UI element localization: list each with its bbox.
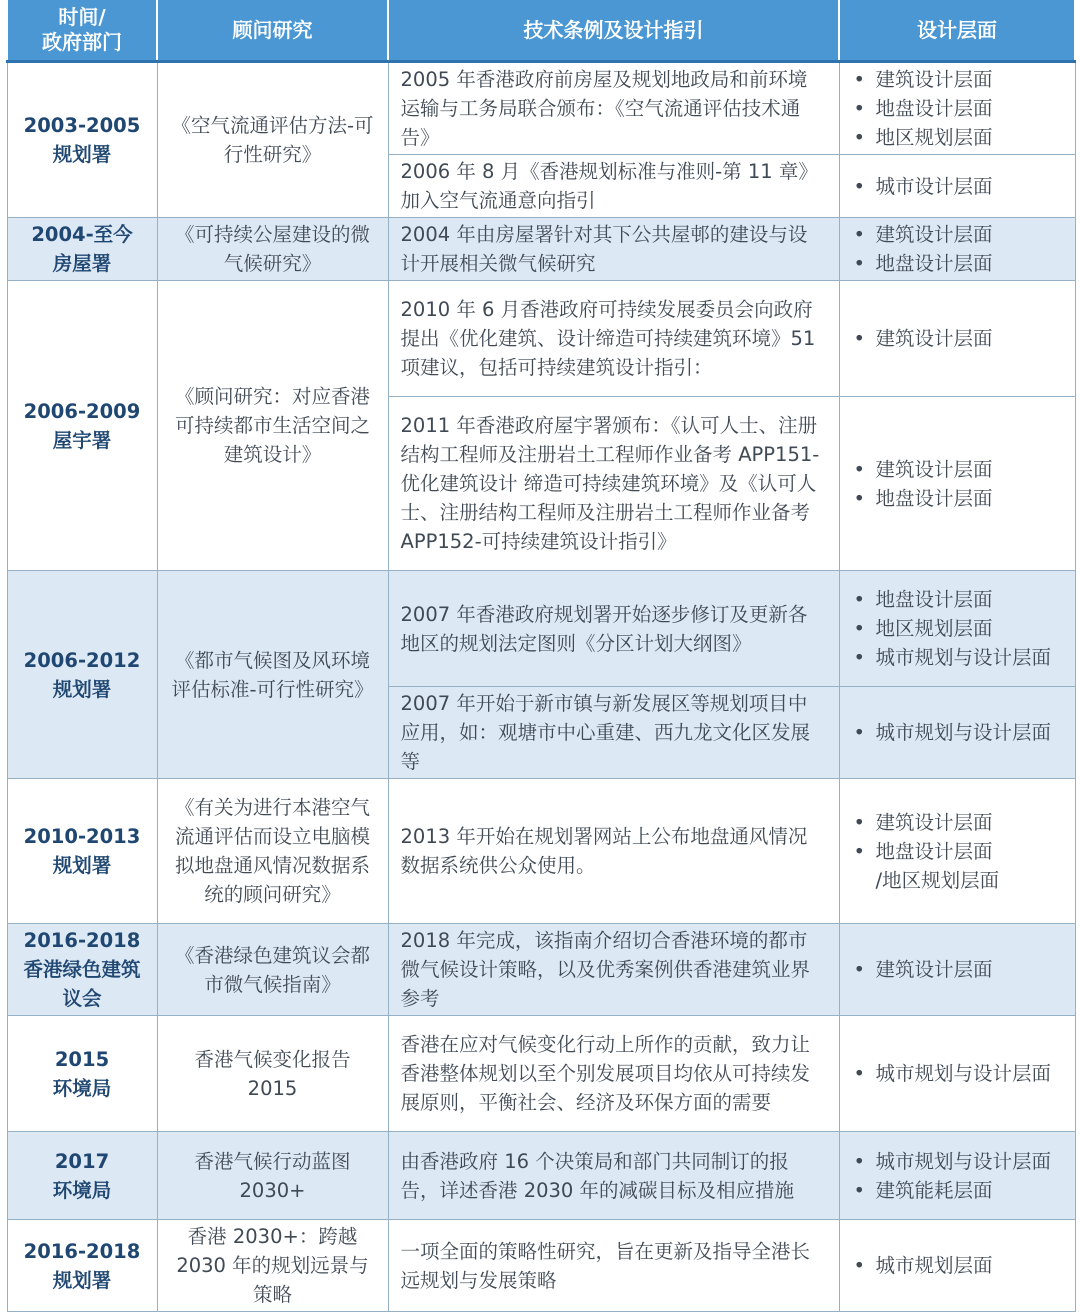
header-regulation: 技术条例及设计指引 bbox=[388, 0, 839, 62]
levels-cell bbox=[839, 779, 1075, 924]
level-item: • 建筑设计层面 bbox=[852, 324, 1063, 353]
level-item: • 地盘设计层面 bbox=[852, 94, 1063, 123]
level-item: • 城市设计层面 bbox=[852, 172, 1063, 201]
policy-table bbox=[6, 0, 1076, 1312]
regulation-cell: 2018 年完成，该指南介绍切合香港环境的都市微气候设计策略，以及优秀案例供香港建筑业界参考 bbox=[388, 924, 839, 1016]
table-row bbox=[7, 218, 1075, 281]
study-cell: 《都市气候图及风环境评估标准-可行性研究》 bbox=[157, 571, 388, 779]
level-item: • 建筑设计层面 bbox=[852, 808, 1063, 837]
period: 2015 bbox=[54, 1047, 110, 1071]
regulation-cell: 2010 年 6 月香港政府可持续发展委员会向政府提出《优化建筑、设计缔造可持续建筑环境》51 项建议，包括可持续建筑设计指引： bbox=[388, 281, 839, 397]
department: 环境局 bbox=[52, 1076, 112, 1100]
study-cell: 《可持续公屋建设的微气候研究》 bbox=[157, 218, 388, 281]
period-department-cell bbox=[7, 571, 157, 779]
regulation-cell: 2011 年香港政府屋宇署颁布：《认可人士、注册结构工程师及注册岩土工程师作业备考 APP151-优化建筑设计 缔造可持续建筑环境》及《认可人士、注册结构工程师及注册岩土工程师作业备考 APP152-可持续建筑设计指引》 bbox=[388, 397, 839, 571]
header-period-department bbox=[7, 0, 157, 62]
department: 房屋署 bbox=[52, 252, 112, 275]
regulation-cell: 2006 年 8 月《香港规划标准与准则-第 11 章》加入空气流通意向指引 bbox=[388, 155, 839, 218]
regulation-cell: 2013 年开始在规划署网站上公布地盘通风情况数据系统供公众使用。 bbox=[388, 779, 839, 924]
level-item: • 城市规划与设计层面 bbox=[852, 1059, 1063, 1088]
study-cell: 《香港绿色建筑议会都市微气候指南》 bbox=[157, 924, 388, 1016]
table-row bbox=[7, 779, 1075, 924]
period: 2003-2005 bbox=[23, 114, 141, 137]
period-department-cell bbox=[7, 924, 157, 1016]
levels-cell bbox=[839, 571, 1075, 687]
regulation-cell: 2007 年开始于新市镇与新发展区等规划项目中应用，如：观塘市中心重建、西九龙文化区发展等 bbox=[388, 687, 839, 779]
level-item: • 地盘设计层面 bbox=[852, 249, 1063, 278]
department: 规划署 bbox=[52, 854, 112, 877]
department: 规划署 bbox=[52, 677, 112, 701]
level-item: • 地盘设计层面 bbox=[852, 484, 1063, 513]
study-cell: 《有关为进行本港空气流通评估而设立电脑模拟地盘通风情况数据系统的顾问研究》 bbox=[157, 779, 388, 924]
header-study: 顾问研究 bbox=[157, 0, 388, 62]
table-row bbox=[7, 1132, 1075, 1220]
levels-cell bbox=[839, 924, 1075, 1016]
study-cell: 《顾问研究：对应香港可持续都市生活空间之建筑设计》 bbox=[157, 281, 388, 571]
table-row bbox=[7, 1220, 1075, 1312]
level-item: /地区规划层面 bbox=[875, 868, 1000, 892]
study-cell: 香港气候行动蓝图 2030+ bbox=[157, 1132, 388, 1220]
level-item: • 地区规划层面 bbox=[852, 614, 1063, 643]
level-item: • 地区规划层面 bbox=[852, 123, 1063, 152]
period: 2017 bbox=[54, 1149, 110, 1173]
study-cell: 香港气候变化报告 2015 bbox=[157, 1016, 388, 1132]
study-cell: 《空气流通评估方法-可行性研究》 bbox=[157, 62, 388, 218]
levels-cell bbox=[839, 1220, 1075, 1312]
department: 规划署 bbox=[52, 143, 112, 166]
table-row bbox=[7, 281, 1075, 397]
levels-cell bbox=[839, 281, 1075, 397]
period: 2010-2013 bbox=[23, 825, 141, 848]
study-cell: 香港 2030+：跨越 2030 年的规划远景与策略 bbox=[157, 1220, 388, 1312]
department: 规划署 bbox=[52, 1268, 112, 1292]
regulation-cell: 2007 年香港政府规划署开始逐步修订及更新各地区的规划法定图则《分区计划大纲图》 bbox=[388, 571, 839, 687]
period: 2006-2012 bbox=[23, 648, 141, 672]
table-row bbox=[7, 62, 1075, 155]
period-department-cell bbox=[7, 62, 157, 218]
levels-cell bbox=[839, 1132, 1075, 1220]
period-department-cell bbox=[7, 1132, 157, 1220]
table-row bbox=[7, 1016, 1075, 1132]
level-item: • 建筑设计层面 bbox=[852, 955, 1063, 984]
period: 2004-至今 bbox=[31, 223, 133, 246]
period-department-cell bbox=[7, 1220, 157, 1312]
header-row bbox=[7, 0, 1075, 62]
level-item: • 建筑设计层面 bbox=[852, 220, 1063, 249]
regulation-cell: 2005 年香港政府前房屋及规划地政局和前环境运输与工务局联合颁布：《空气流通评估技术通告》 bbox=[388, 62, 839, 155]
levels-cell bbox=[839, 397, 1075, 571]
level-item: • 地盘设计层面 bbox=[852, 837, 1063, 866]
level-item: • 地盘设计层面 bbox=[852, 585, 1063, 614]
level-item: • 建筑设计层面 bbox=[852, 455, 1063, 484]
levels-cell bbox=[839, 1016, 1075, 1132]
header-levels: 设计层面 bbox=[839, 0, 1075, 62]
department: 环境局 bbox=[52, 1178, 112, 1202]
header-period-label: 时间/ bbox=[58, 5, 106, 29]
regulation-cell: 一项全面的策略性研究，旨在更新及指导全港长远规划与发展策略 bbox=[388, 1220, 839, 1312]
header-department-label: 政府部门 bbox=[42, 30, 122, 54]
levels-cell bbox=[839, 62, 1075, 155]
period: 2016-2018 bbox=[23, 929, 141, 952]
period: 2016-2018 bbox=[23, 1239, 141, 1263]
level-item: • 建筑设计层面 bbox=[852, 65, 1063, 94]
level-item: • 建筑能耗层面 bbox=[852, 1176, 1063, 1205]
period-department-cell bbox=[7, 779, 157, 924]
levels-cell bbox=[839, 218, 1075, 281]
period-department-cell bbox=[7, 218, 157, 281]
department: 屋宇署 bbox=[52, 428, 112, 452]
regulation-cell: 香港在应对气候变化行动上所作的贡献，致力让香港整体规划以至个别发展项目均依从可持续发展原则，平衡社会、经济及环保方面的需要 bbox=[388, 1016, 839, 1132]
period: 2006-2009 bbox=[23, 399, 141, 423]
level-item: • 城市规划与设计层面 bbox=[852, 643, 1063, 672]
regulation-cell: 2004 年由房屋署针对其下公共屋邨的建设与设计开展相关微气候研究 bbox=[388, 218, 839, 281]
period-department-cell bbox=[7, 281, 157, 571]
level-item: • 城市规划与设计层面 bbox=[852, 1147, 1063, 1176]
period-department-cell bbox=[7, 1016, 157, 1132]
table-row bbox=[7, 924, 1075, 1016]
level-item: • 城市规划层面 bbox=[852, 1251, 1063, 1280]
department: 香港绿色建筑议会 bbox=[23, 958, 141, 1010]
level-item: • 城市规划与设计层面 bbox=[852, 718, 1063, 747]
regulation-cell: 由香港政府 16 个决策局和部门共同制订的报告，详述香港 2030 年的减碳目标及相应措施 bbox=[388, 1132, 839, 1220]
levels-cell bbox=[839, 155, 1075, 218]
levels-cell bbox=[839, 687, 1075, 779]
table-row bbox=[7, 571, 1075, 687]
